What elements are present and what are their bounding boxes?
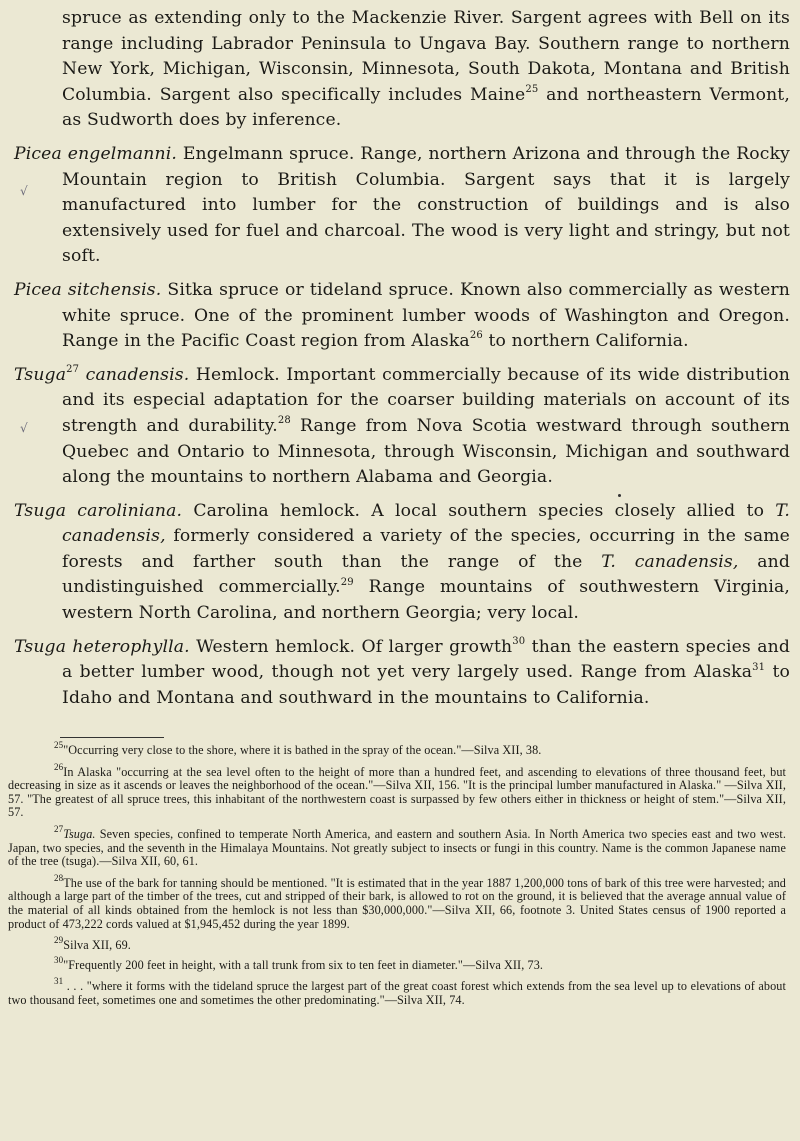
footnote-number: 26 bbox=[54, 761, 64, 772]
margin-check-mark: √ bbox=[20, 184, 28, 198]
footnote-ref[interactable]: 29 bbox=[340, 576, 354, 588]
margin-check-mark: √ bbox=[20, 421, 28, 435]
footnotes bbox=[8, 739, 786, 1016]
entry-tsuga-heterophylla: Tsuga heterophylla. Western hemlock. Of larger growth$^{30}$ than the eastern species and a better lumber wood, though not yet very largely used. Range from Alaska$^{31}$ to Idaho and Montana and southward in the mountains to California. bbox=[14, 635, 791, 708]
footnote-28: $^{28}$The use of the bark for tanning should be mentioned. "It is estimated that in the year 1887 1,200,000 tons of bark of this tree were harvested; and although a large part of the timber of the trees, cut and stripped of their bark, is allowed to rot on the ground, it is believed that the average annual value of the material of all kinds obtained from the hemlock is not less than $30,000,000."—Silva XII, 66, footnote 3. United States census of 1900 reported a product of 473,222 cords valued at $1,945,452 during the year 1899. bbox=[8, 872, 786, 931]
species-name: Picea engelmanni. bbox=[14, 143, 177, 164]
footnote-27: $^{27}$Tsuga. Seven species, confined to temperate North America, and eastern and southern Asia. In North America two species east and two west. Japan, two species, and the seventh in the Himalaya Mountains. Not greatly subject to insects or fungi in this country. Name is the common Japanese name of the tree (tsuga).—Silva XII, 60, 61. bbox=[8, 823, 786, 869]
species-name: Tsuga caroliniana. bbox=[14, 500, 183, 521]
entry-picea-engelmanni: Picea engelmanni. Engelmann spruce. Range, northern Arizona and through the Rocky Mountain region to British Columbia. Sargent says that it is largely manufactured into lumber for the construction of buildings and is also extensively used for fuel and charcoal. The wood is very light and stringy, but not soft. bbox=[14, 143, 790, 267]
entry-picea-sitchensis: Picea sitchensis. Sitka spruce or tideland spruce. Known also commercially as western white spruce. One of the prominent lumber woods of Washington and Oregon. Range in the Pacific Coast region from Alaska$^{26}$ to northern California. bbox=[14, 279, 790, 352]
footnote-ref[interactable]: 31 bbox=[752, 661, 766, 673]
footnote-number: 25 bbox=[54, 739, 64, 750]
footnote-ref[interactable]: 30 bbox=[512, 635, 526, 647]
footnote-31: $^{31}$ . . . "where it forms with the tideland spruce the largest part of the great coast forest which extends from the sea level up to elevations of about two thousand feet, sometimes one and sometimes the other predominating."—Silva XII, 74. bbox=[8, 976, 786, 1007]
main-text bbox=[14, 6, 790, 719]
species-epithet: canadensis. bbox=[79, 364, 190, 385]
entry-tsuga-canadensis: Tsuga$^{27}$ canadensis. Hemlock. Important commercially because of its wide distribution and its especial adaptation for the coarser building materials on account of its strength and durability.$^{28}$ Range from Nova Scotia westward through southern Quebec and Ontario to Minnesota, through Wisconsin, Michigan and southward along the mountains to northern Alabama and Georgia. bbox=[14, 363, 790, 488]
footnote-26: $^{26}$In Alaska "occurring at the sea level often to the height of more than a hundred feet, and ascending to elevations of three thousand feet, but decreasing in size as it ascends or leaves the neighborhood of the ocean."—Silva XII, 156. "It is the principal lumber manufactured in Alaska." —Silva XII, 57. "The greatest of all spruce trees, this inhabitant of the northwestern coast is surpassed by few others either in thickness or height of stem."—Silva XII, 57. bbox=[8, 761, 786, 820]
footnote-25: $^{25}$"Occurring very close to the shore, where it is bathed in the spray of the ocean."—Silva XII, 38. bbox=[54, 739, 542, 757]
footnote-divider bbox=[60, 737, 164, 738]
footnote-number: 29 bbox=[54, 935, 64, 946]
footnote-ref[interactable]: 26 bbox=[469, 330, 483, 342]
species-name: Picea sitchensis. bbox=[14, 279, 162, 300]
species-genus: Tsuga bbox=[14, 364, 67, 385]
footnote-ref[interactable]: 28 bbox=[277, 415, 291, 427]
footnote-ref[interactable]: 25 bbox=[525, 84, 539, 96]
species-name: Tsuga heterophylla. bbox=[14, 636, 190, 657]
footnote-29: $^{29}$Silva XII, 69. bbox=[54, 935, 131, 953]
footnote-number: 27 bbox=[54, 823, 64, 834]
footnote-number: 30 bbox=[54, 954, 64, 965]
footnote-number: 31 bbox=[54, 976, 64, 987]
footnote-ref[interactable]: 27 bbox=[66, 363, 80, 375]
footnote-number: 28 bbox=[54, 872, 64, 883]
entry-tsuga-caroliniana: Tsuga caroliniana. Carolina hemlock. A local southern species closely allied to T. canadensis, formerly considered a variety of the species, occurring in the same forests and farther south than the range of the T. canadensis, and undistinguished commercially.$^{29}$ Range mountains of southwestern Virginia, western North Carolina, and northern Georgia; very local. bbox=[14, 500, 791, 624]
entry-spruce-continued: spruce as extending only to the Mackenzie River. Sargent agrees with Bell on its range including Labrador Peninsula to Ungava Bay. Southern range to northern New York, Michigan, Wisconsin, Minnesota, South Dakota, Montana and British Columbia. Sargent also specifically includes Maine$^{25}$ and northeastern Vermont, as Sudworth does by inference. bbox=[62, 8, 790, 131]
footnote-30: $^{30}$"Frequently 200 feet in height, with a tall trunk from six to ten feet in diameter."—Silva XII, 73. bbox=[54, 954, 544, 972]
